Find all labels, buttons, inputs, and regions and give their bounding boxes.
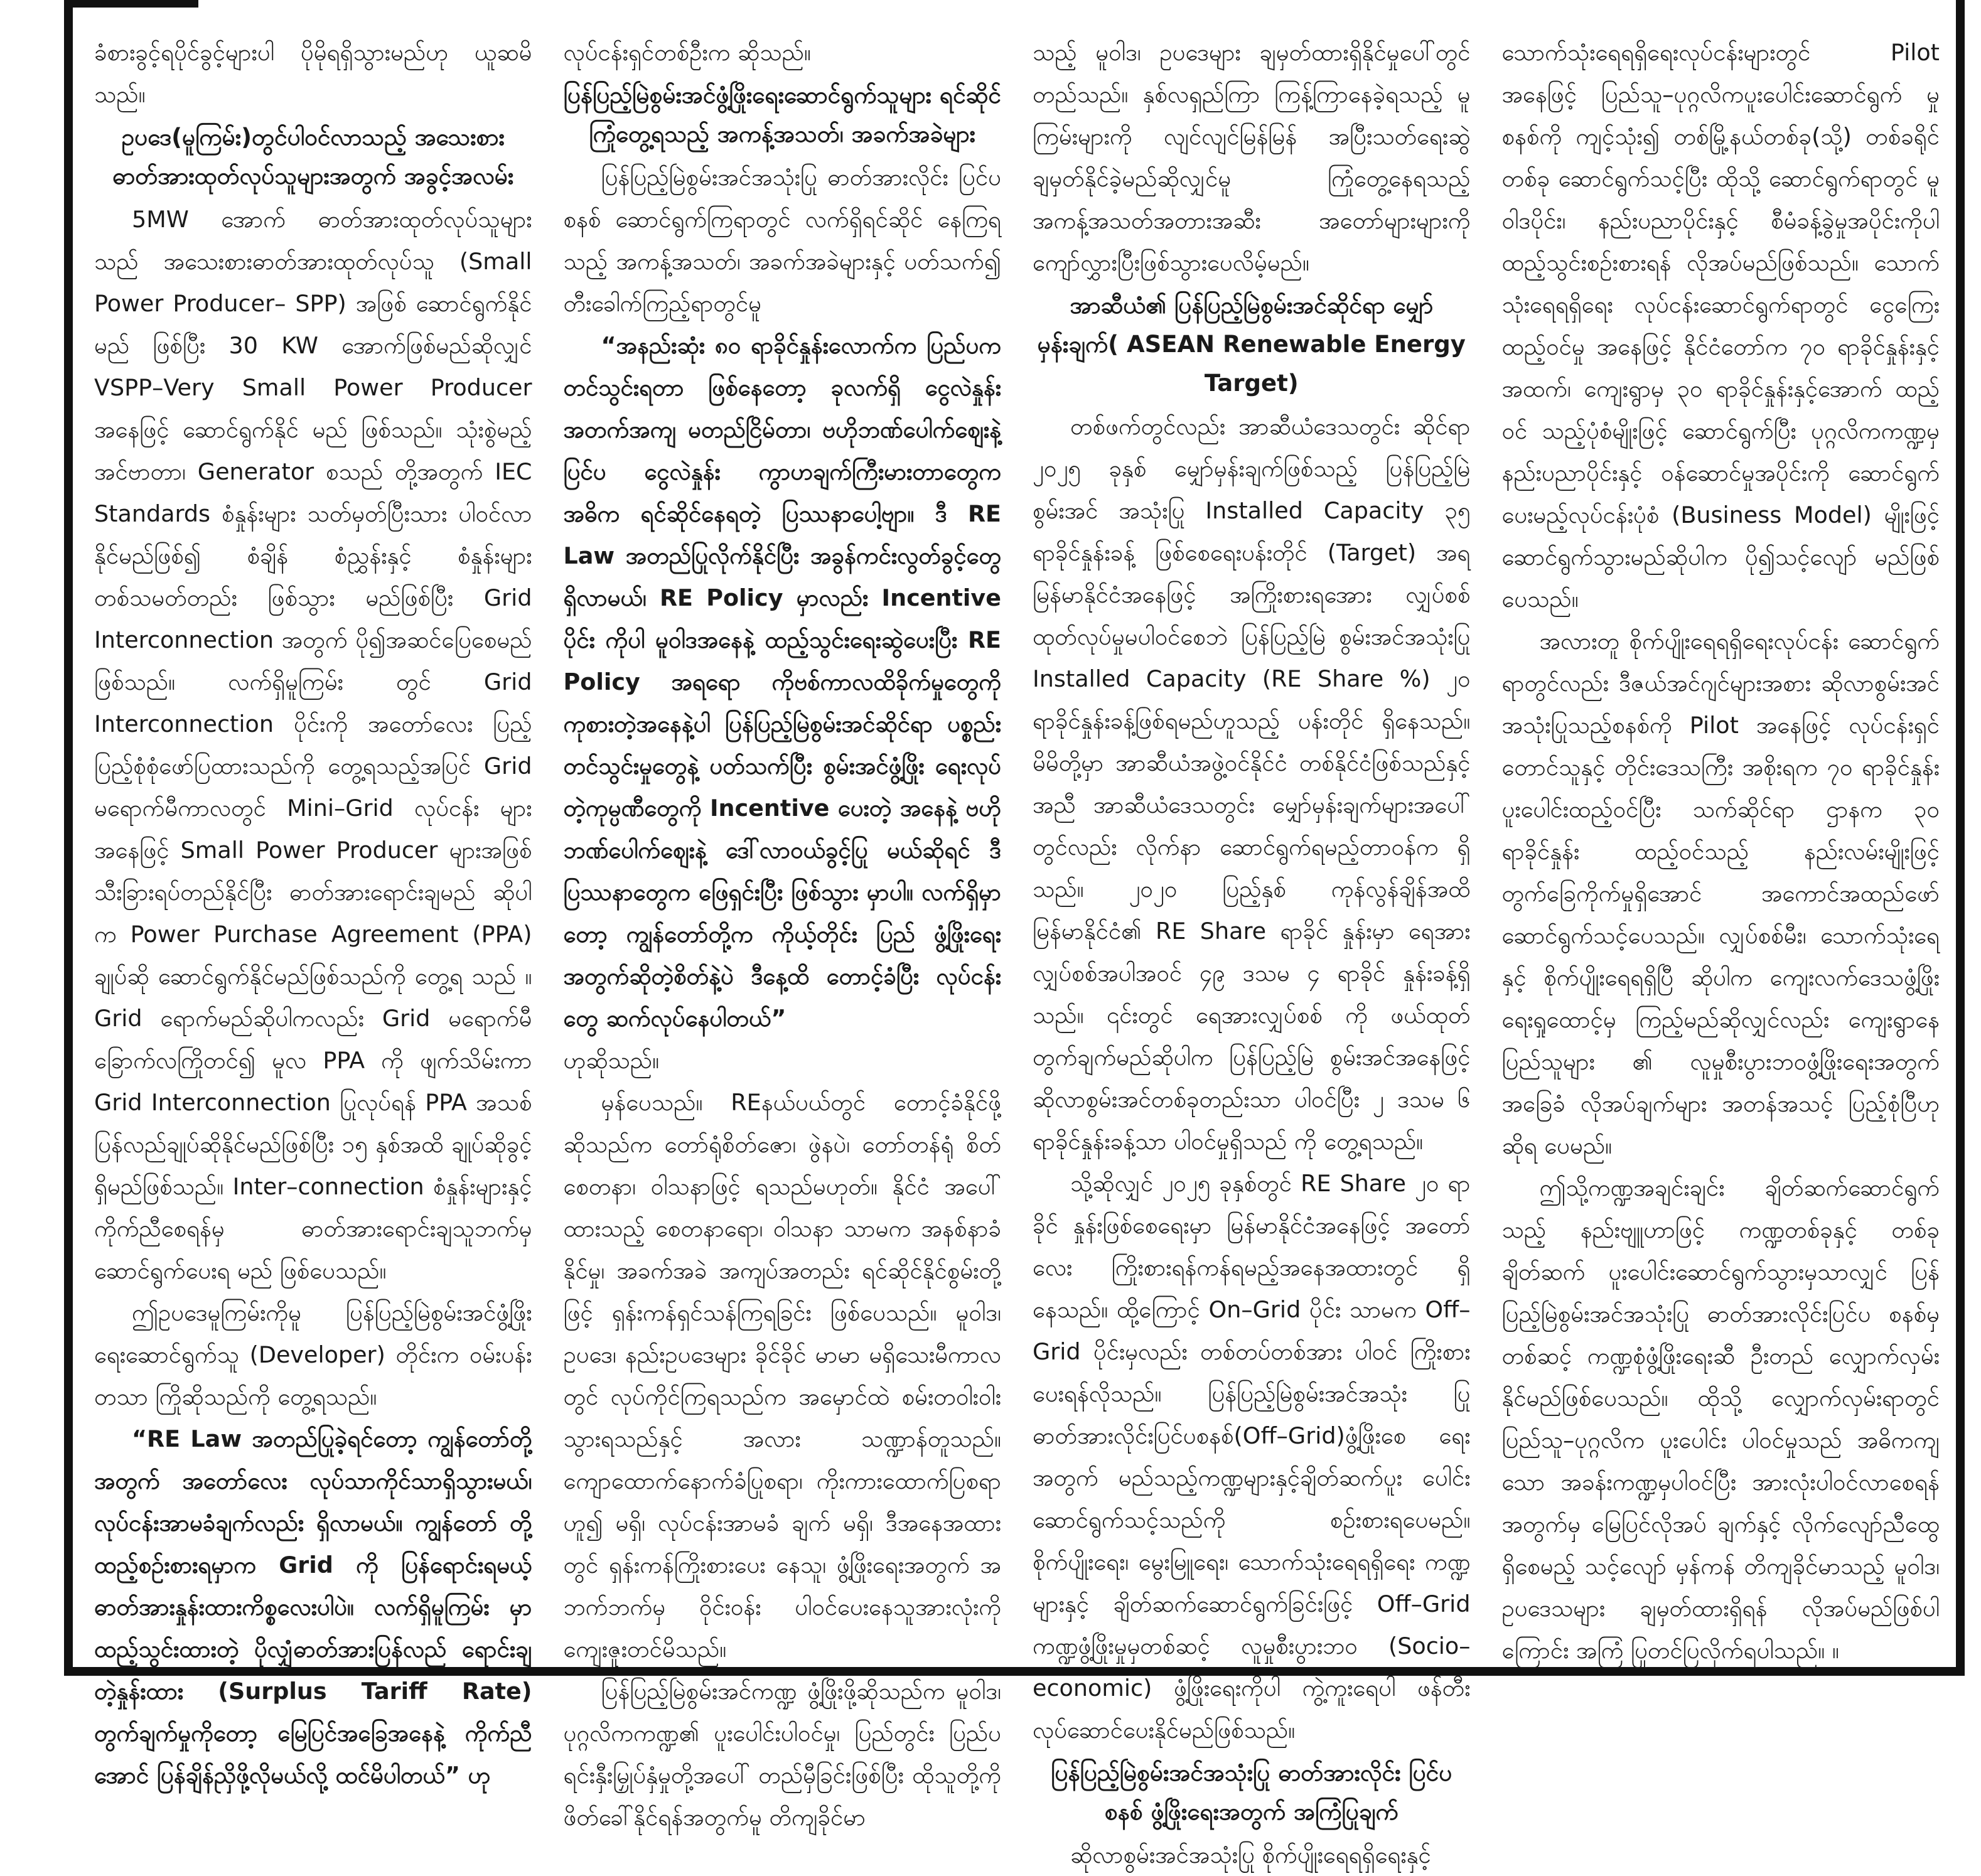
paragraph: သည့် မူဝါဒ၊ ဥပဒေများ ချမှတ်ထားရှိနိုင်မှုပေါ်တွင် တည်သည်။ နှစ်လရှည်ကြာ ကြန့်ကြာနေခဲ့ရသည့် မူကြမ်းများကို လျင်လျင်မြန်မြန် အပြီးသတ်ရေးဆွဲ ချမှတ်နိုင်ခဲ့မည်ဆိုလျှင်မူ ကြုံတွေ့နေရသည့် အကန့်အသတ်အတားအဆီး အတော်များများကို ကျော်လွှားပြီးဖြစ်သွားပေလိမ့်မည်။ (1033, 39, 1471, 276)
column-2 (564, 31, 1002, 1876)
quote-paragraph: “အနည်းဆုံး ၈၀ ရာခိုင်နှုန်းလောက်က ပြည်ပက တင်သွင်းရတာ ဖြစ်နေတော့ ခုလက်ရှိ ငွေလဲနှုန်းအတက်အကျ မတည်ငြိမ်တာ၊ ဗဟိုဘဏ်ပေါက်ဈေးနဲ့ ပြင်ပ ငွေလဲနှုန်း ကွာဟချက်ကြီးမားတာတွေက အဓိက ရင်ဆိုင်နေရတဲ့ ပြဿနာပေါ့ဗျာ။ ဒီ RE Law အတည်ပြုလိုက်နိုင်ပြီး အခွန်ကင်းလွတ်ခွင့်တွေ ရှိလာမယ်၊ RE Policy မှာလည်း Incentive ပိုင်း ကိုပါ မူဝါဒအနေနဲ့ ထည့်သွင်းရေးဆွဲပေးပြီး RE Policy အရရော ကိုဗစ်ကာလထိခိုက်မှုတွေကို ကုစားတဲ့အနေနဲ့ပါ ပြန်ပြည့်မြဲစွမ်းအင်ဆိုင်ရာ ပစ္စည်းတင်သွင်းမှုတွေနဲ့ ပတ်သက်ပြီး စွမ်းအင်ဖွံ့ဖြိုး ရေးလုပ်တဲ့ကုမ္ပဏီတွေကို Incentive ပေးတဲ့ အနေနဲ့ ဗဟိုဘဏ်ပေါက်ဈေးနဲ့ ဒေါ်လာဝယ်ခွင့်ပြု မယ်ဆိုရင် ဒီပြဿနာတွေက ဖြေရှင်းပြီး ဖြစ်သွား မှာပါ။ လက်ရှိမှာတော့ ကျွန်တော်တို့က ကိုယ့်တိုင်း ပြည် ဖွံ့ဖြိုးရေးအတွက်ဆိုတဲ့စိတ်နဲ့ပဲ ဒီနေ့ထိ တောင့်ခံပြီး လုပ်ငန်းတွေ ဆက်လုပ်နေပါတယ်” (563, 332, 1001, 1032)
paragraph: ခံစားခွင့်ရပိုင်ခွင့်များပါ ပိုမိုရရှိသွားမည်ဟု ယူဆမိ သည်။ (94, 39, 532, 108)
section-heading: ပြန်ပြည့်မြဲစွမ်းအင်ဖွံ့ဖြိုးရေးဆောင်ရွက်သူများ ရင်ဆိုင်ကြုံတွေ့ရသည့် အကန့်အသတ်၊ အခက်အခဲများ (563, 82, 1001, 147)
paragraph: လုပ်ငန်းရှင်တစ်ဦးက ဆိုသည်။ (563, 39, 811, 66)
paragraph: ဆိုလာစွမ်းအင်အသုံးပြု စိုက်ပျိုးရေရရှိရေးနှင့် (1070, 1841, 1431, 1868)
article-columns (94, 31, 1940, 1868)
paragraph: တစ်ဖက်တွင်လည်း အာဆီယံဒေသတွင်း ဆိုင်ရာ ၂၀၂၅ ခုနှစ် မျှော်မှန်းချက်ဖြစ်သည့် ပြန်ပြည့်မြဲစွမ်းအင် အသုံးပြု Installed Capacity ၃၅ ရာခိုင်နှုန်းခန့် ဖြစ်စေရေးပန်းတိုင် (Target) အရ မြန်မာနိုင်ငံအနေဖြင့် အကြိုးစားရအေား လျှပ်စစ်ထုတ်လုပ်မှုမပါဝင်စေဘဲ ပြန်ပြည့်မြဲ စွမ်းအင်အသုံးပြု Installed Capacity (RE Share %) ၂၀ ရာခိုင်နှုန်းခန့်ဖြစ်ရမည်ဟူသည့် ပန်းတိုင် ရှိနေသည်။ မိမိတို့မှာ အာဆီယံအဖွဲ့ဝင်နိုင်ငံ တစ်နိုင်ငံဖြစ်သည်နှင့်အညီ အာဆီယံဒေသတွင်း မျှော်မှန်းချက်များအပေါ်တွင်လည်း လိုက်နာ ဆောင်ရွက်ရမည့်တာဝန်က ရှိသည်။ ၂၀၂၀ ပြည့်နှစ် ကုန်လွန်ချိန်အထိ မြန်မာနိုင်ငံ၏ RE Share ရာခိုင် နှုန်းမှာ ရေအားလျှပ်စစ်အပါအဝင် ၄၉ ဒသမ ၄ ရာခိုင် နှုန်းခန့်ရှိသည်။ ၎င်းတွင် ရေအားလျှပ်စစ် ကို ဖယ်ထုတ်တွက်ချက်မည်ဆိုပါက ပြန်ပြည့်မြဲ စွမ်းအင်အနေဖြင့် ဆိုလာစွမ်းအင်တစ်ခုတည်းသာ ပါဝင်ပြီး ၂ ဒသမ ၆ ရာခိုင်နှုန်းခန့်သာ ပါဝင်မှုရှိသည် ကို တွေ့ရသည်။ (1033, 413, 1471, 1155)
column-1 (94, 31, 532, 1876)
section-heading: ဥပဒေ(မူကြမ်း)တွင်ပါဝင်လာသည့် အသေးစား ဓာတ်အားထုတ်လုပ်သူများအတွက် အခွင့်အလမ်း (112, 124, 514, 190)
paragraph: သောက်သုံးရေရရှိရေးလုပ်ငန်းများတွင် Pilot အနေဖြင့် ပြည်သူ–ပုဂ္ဂလိကပူးပေါင်းဆောင်ရွက် မှုစနစ်ကို ကျင့်သုံး၍ တစ်မြို့နယ်တစ်ခု(သို့) တစ်ခရိုင်တစ်ခု ဆောင်ရွက်သင့်ပြီး ထိုသို့ ဆောင်ရွက်ရာတွင် မူဝါဒပိုင်း၊ နည်းပညာပိုင်းနှင့် စီမံခန့်ခွဲမှုအပိုင်းကိုပါ ထည့်သွင်းစဉ်းစားရန် လိုအပ်မည်ဖြစ်သည်။ သောက်သုံးရေရရှိရေး လုပ်ငန်းဆောင်ရွက်ရာတွင် ငွေကြေးထည့်ဝင်မှု အနေဖြင့် နိုင်ငံတော်က ၇၀ ရာခိုင်နှုန်းနှင့် အထက်၊ ကျေးရွာမှ ၃၀ ရာခိုင်နှုန်းနှင့်အောက် ထည့်ဝင် သည့်ပုံစံမျိုးဖြင့် ဆောင်ရွက်ပြီး ပုဂ္ဂလိကကဏ္ဍမှ နည်းပညာပိုင်းနှင့် ဝန်ဆောင်မှုအပိုင်းကို ဆောင်ရွက်ပေးမည့်လုပ်ငန်းပုံစံ (Business Model) မျိုးဖြင့် ဆောင်ရွက်သွားမည်ဆိုပါက ပို၍သင့်လျော် မည်ဖြစ်ပေသည်။ (1501, 39, 1940, 613)
paragraph: မှန်ပေသည်။ REနယ်ပယ်တွင် တောင့်ခံနိုင်ဖို့ ဆိုသည်က တော်ရုံစိတ်ဇော၊ ဖွဲနပဲ၊ တော်တန်ရုံ စိတ်စေတနာ၊ ဝါသနာဖြင့် ရသည်မဟုတ်။ နိုင်ငံ အပေါ်ထားသည့် စေတနာရော၊ ဝါသနာ သာမက အနစ်နာခံနိုင်မှု၊ အခက်အခဲ အကျပ်အတည်း ရင်ဆိုင်နိုင်စွမ်းတို့ဖြင့် ရှန်းကန်ရှင်သန်ကြရခြင်း ဖြစ်ပေသည်။ မူဝါဒ၊ ဥပဒေ၊ နည်းဥပဒေများ ခိုင်ခိုင် မာမာ မရှိသေးမီကာလတွင် လုပ်ကိုင်ကြရသည်က အမှောင်ထဲ စမ်းတဝါးဝါး သွားရသည်နှင့် အလား သဏ္ဍာန်တူသည်။ ကျောထောက်နောက်ခံပြုစရာ၊ ကိုးကားထောက်ပြစရာဟူ၍ မရှိ၊ လုပ်ငန်းအာမခံ ချက် မရှိ၊ ဒီအနေအထားတွင် ရှန်းကန်ကြိုးစားပေး နေသူ၊ ဖွံ့ဖြိုးရေးအတွက် အဘက်ဘက်မှ ဝိုင်းဝန်း ပါဝင်ပေးနေသူအားလုံးကို ကျေးဇူးတင်မိသည်။ (563, 1089, 1001, 1663)
column-3 (1033, 31, 1471, 1876)
paragraph: 5MW အောက် ဓာတ်အားထုတ်လုပ်သူများ သည် အသေးစားဓာတ်အားထုတ်လုပ်သူ (Small Power Producer– SPP) အဖြစ် ဆောင်ရွက်နိုင်မည် ဖြစ်ပြီး 30 KW အောက်ဖြစ်မည်ဆိုလျှင် VSPP–Very Small Power Producer အနေဖြင့် ဆောင်ရွက်နိုင် မည် ဖြစ်သည်။ သုံးစွဲမည့် အင်ဗာတာ၊ Generator စသည် တို့အတွက် IEC Standards စံနှုန်းများ သတ်မှတ်ပြီးသား ပါဝင်လာနိုင်မည်ဖြစ်၍ စံချိန် စံညွှန်းနှင့် စံနှုန်းများ တစ်သမတ်တည်း ဖြစ်သွား မည်ဖြစ်ပြီး Grid Interconnection အတွက် ပို၍အဆင်ပြေစေမည်ဖြစ်သည်။ လက်ရှိမူကြမ်း တွင် Grid Interconnection ပိုင်းကို အတော်လေး ပြည့်ပြည့်စုံစုံဖော်ပြထားသည်ကို တွေ့ရသည့်အပြင် Grid မရောက်မီကာလတွင် Mini–Grid လုပ်ငန်း များအနေဖြင့် Small Power Producer များအဖြစ် သီးခြားရပ်တည်နိုင်ပြီး ဓာတ်အားရောင်းချမည် ဆိုပါက Power Purchase Agreement (PPA) ချုပ်ဆို ဆောင်ရွက်နိုင်မည်ဖြစ်သည်ကို တွေ့ရ သည် ။ Grid ရောက်မည်ဆိုပါကလည်း Grid မရောက်မီ ခြောက်လကြိုတင်၍ မူလ PPA ကို ဖျက်သိမ်းကာ Grid Interconnection ပြုလုပ်ရန် PPA အသစ် ပြန်လည်ချုပ်ဆိုနိုင်မည်ဖြစ်ပြီး ၁၅ နှစ်အထိ ချုပ်ဆိုခွင့်ရှိမည်ဖြစ်သည်။ Inter–connection စံနှုန်းများနှင့် ကိုက်ညီစေရန်မှ ဓာတ်အားရောင်းချသူဘက်မှ ဆောင်ရွက်ပေးရ မည် ဖြစ်ပေသည်။ (94, 206, 532, 1284)
section-heading: ပြန်ပြည့်မြဲစွမ်းအင်အသုံးပြု ဓာတ်အားလိုင်း ပြင်ပစနစ် ဖွံ့ဖြိုးရေးအတွက် အကြံပြုချက် (1051, 1759, 1452, 1825)
paragraph: သို့ဆိုလျှင် ၂၀၂၅ ခုနှစ်တွင် RE Share ၂၀ ရာခိုင် နှုန်းဖြစ်စေရေးမှာ မြန်မာနိုင်ငံအနေဖြင့် အတော် လေး ကြိုးစားရန်ကန်ရမည့်အနေအထားတွင် ရှိနေသည်။ ထို့ကြောင့် On–Grid ပိုင်း သာမက Off–Grid ပိုင်းမှလည်း တစ်တပ်တစ်အား ပါဝင် ကြိုးစားပေးရန်လိုသည်။ ပြန်ပြည့်မြဲစွမ်းအင်အသုံး ပြု ဓာတ်အားလိုင်းပြင်ပစနစ်(Off–Grid)ဖွံ့ဖြိုးစေ ရေးအတွက် မည်သည့်ကဏ္ဍများနှင့်ချိတ်ဆက်ပူး ပေါင်း ဆောင်ရွက်သင့်သည်ကို စဉ်းစားရပေမည်။ စိုက်ပျိုးရေး၊ မွေးမြူရေး၊ သောက်သုံးရေရရှိရေး ကဏ္ဍများနှင့် ချိတ်ဆက်ဆောင်ရွက်ခြင်းဖြင့် Off–Grid ကဏ္ဍဖွံ့ဖြိုးမှုမှတစ်ဆင့် လူမှုစီးပွားဘဝ (Socio–economic) ဖွံ့ဖြိုးရေးကိုပါ ကွဲ့ကူးရေပါ ဖန်တီးလုပ်ဆောင်ပေးနိုင်မည်ဖြစ်သည်။ (1033, 1170, 1471, 1744)
paragraph: ပြန်ပြည့်မြဲစွမ်းအင်အသုံးပြု ဓာတ်အားလိုင်း ပြင်ပစနစ် ဆောင်ရွက်ကြရာတွင် လက်ရှိရင်ဆိုင် နေကြရသည့် အကန့်အသတ်၊ အခက်အခဲများနှင့် ပတ်သက်၍ တီးခေါက်ကြည့်ရာတွင်မူ (563, 164, 1001, 317)
paragraph: ပြန်ပြည့်မြဲစွမ်းအင်ကဏ္ဍ ဖွံ့ဖြိုးဖို့ဆိုသည်က မူဝါဒ၊ ပုဂ္ဂလိကကဏ္ဍ၏ ပူးပေါင်းပါဝင်မှု၊ ပြည်တွင်း ပြည်ပရင်းနှီးမြှုပ်နှံမှုတို့အပေါ် တည်မှီခြင်းဖြစ်ပြီး ထိုသူတို့ကို ဖိတ်ခေါ်နိုင်ရန်အတွက်မူ တိကျခိုင်မာ (563, 1678, 1001, 1831)
section-heading: အာဆီယံ၏ ပြန်ပြည့်မြဲစွမ်းအင်ဆိုင်ရာ မျှော် မှန်းချက်( ASEAN Renewable Energy Target) (1037, 292, 1466, 397)
page-top-tab (73, 0, 198, 8)
paragraph: ဤဥပဒေမူကြမ်းကိုမူ ပြန်ပြည့်မြဲစွမ်းအင်ဖွံ့ဖြိုး ရေးဆောင်ရွက်သူ (Developer) တိုင်းက ဝမ်းပန်း တသာ ကြိုဆိုသည်ကို တွေ့ရသည်။ (94, 1299, 532, 1410)
paragraph: ဤသို့ကဏ္ဍအချင်းချင်း ချိတ်ဆက်ဆောင်ရွက် သည့် နည်းဗျူဟာဖြင့် ကဏ္ဍတစ်ခုနှင့် တစ်ခု ချိတ်ဆက် ပူးပေါင်းဆောင်ရွက်သွားမှသာလျှင် ပြန်ပြည့်မြဲစွမ်းအင်အသုံးပြု ဓာတ်အားလိုင်းပြင်ပ စနစ်မှတစ်ဆင့် ကဏ္ဍစုံဖွံ့ဖြိုးရေးဆီ ဦးတည် လျှောက်လှမ်းနိုင်မည်ဖြစ်ပေသည်။ ထိုသို့ လျှောက်လှမ်းရာတွင် ပြည်သူ–ပုဂ္ဂလိက ပူးပေါင်း ပါဝင်မှုသည် အဓိကကျသော အခန်းကဏ္ဍမှပါဝင်ပြီး အားလုံးပါဝင်လာစေရန်အတွက်မှ မြေပြင်လိုအပ် ချက်နှင့် လိုက်လျော်ညီထွေရှိစေမည့် သင့်လျော် မှန်ကန် တိကျခိုင်မာသည့် မူဝါဒ၊ ဥပဒေသများ ချမှတ်ထားရှိရန် လိုအပ်မည်ဖြစ်ပါကြောင်း အကြံ ပြုတင်ပြလိုက်ရပါသည်။ ။ (1501, 1174, 1940, 1664)
quote-paragraph: “RE Law အတည်ပြုခဲ့ရင်တော့ ကျွန်တော်တို့ အတွက် အတော်လေး လုပ်သာကိုင်သာရှိသွားမယ်၊ လုပ်ငန်းအာမခံချက်လည်း ရှိလာမယ်။ ကျွန်တော် တို့ ထည့်စဉ်းစားရမှာက Grid ကို ပြန်ရောင်းရမယ့် ဓာတ်အားနှုန်းထားကိစ္စလေးပါပဲ။ လက်ရှိမူကြမ်း မှာ ထည့်သွင်းထားတဲ့ ပိုလျှံဓာတ်အားပြန်လည် ရောင်းချတဲ့နှုန်းထား (Surplus Tariff Rate) တွက်ချက်မှုကိုတော့ မြေပြင်အခြေအနေနဲ့ ကိုက်ညီ အောင် ပြန်ချိန်ညှိဖို့လိုမယ်လို့ ထင်မိပါတယ်” ဟု (94, 1425, 532, 1789)
column-4 (1502, 31, 1940, 1876)
paragraph: အလားတူ စိုက်ပျိုးရေရရှိရေးလုပ်ငန်း ဆောင်ရွက်ရာတွင်လည်း ဒီဇယ်အင်ဂျင်များအစား ဆိုလာစွမ်းအင်အသုံးပြုသည့်စနစ်ကို Pilot အနေဖြင့် လုပ်ငန်းရှင်တောင်သူနှင့် တိုင်းဒေသကြီး အစိုးရက ၇၀ ရာခိုင်နှုန်း ပူးပေါင်းထည့်ဝင်ပြီး သက်ဆိုင်ရာ ဌာနက ၃၀ ရာခိုင်နှုန်း ထည့်ဝင်သည့် နည်းလမ်းမျိုးဖြင့် တွက်ခြေကိုက်မှုရှိအောင် အကောင်အထည်ဖော်ဆောင်ရွက်သင့်ပေသည်။ လျှပ်စစ်မီး၊ သောက်သုံးရေနှင့် စိုက်ပျိုးရေရရှိပြီ ဆိုပါက ကျေးလက်ဒေသဖွံ့ဖြိုးရေးရှုထောင့်မှ ကြည့်မည်ဆိုလျှင်လည်း ကျေးရွာနေပြည်သူများ ၏ လူမှုစီးပွားဘဝဖွံ့ဖြိုးရေးအတွက် အခြေခံ လိုအပ်ချက်များ အတန်အသင့် ပြည့်စုံပြီဟု ဆိုရ ပေမည်။ (1501, 628, 1940, 1159)
paragraph: ဟုဆိုသည်။ (563, 1047, 660, 1074)
